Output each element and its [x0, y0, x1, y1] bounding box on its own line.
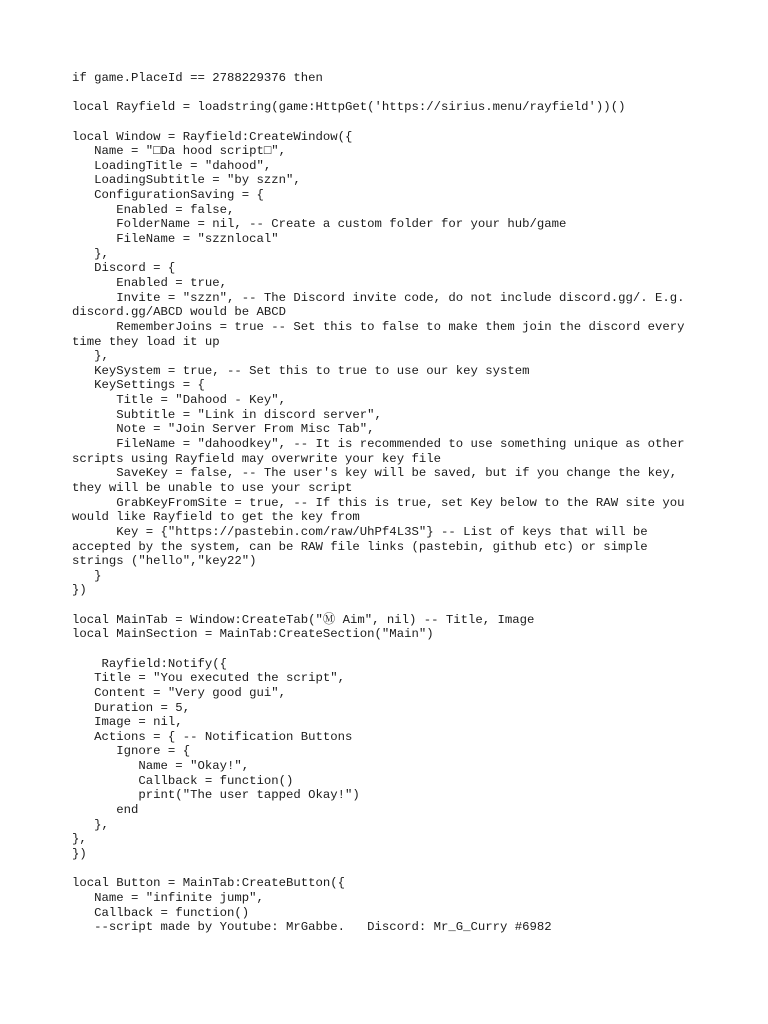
code-line: Subtitle = "Link in discord server",: [72, 407, 382, 422]
code-line: Ignore = {: [72, 744, 191, 759]
code-line: LoadingTitle = "dahood",: [72, 158, 272, 173]
code-line: Key = {"https://pastebin.com/raw/UhPf4L3S"} -- List of keys that will be: [72, 524, 648, 539]
code-line: local Button = MainTab:CreateButton({: [72, 876, 346, 891]
code-line: Callback = function(): [72, 773, 294, 788]
code-line: local Window = Rayfield:CreateWindow({: [72, 129, 353, 144]
code-line: KeySystem = true, -- Set this to true to use our key system: [72, 363, 530, 378]
code-line: Content = "Very good gui",: [72, 685, 287, 700]
code-line: Name = "Okay!",: [72, 759, 250, 774]
code-line: Discord = {: [72, 261, 176, 276]
code-line: Actions = { -- Notification Buttons: [72, 729, 353, 744]
blank-line: [72, 115, 712, 130]
code-line: --script made by Youtube: MrGabbe. Discord: Mr_G_Curry #6982: [72, 920, 552, 935]
code-line: FolderName = nil, -- Create a custom folder for your hub/game: [72, 217, 567, 232]
code-line: local Rayfield = loadstring(game:HttpGet('https://sirius.menu/rayfield'))(): [72, 100, 626, 115]
code-line: accepted by the system, can be RAW file links (pastebin, github etc) or simple: [72, 539, 648, 554]
blank-line: [72, 862, 712, 877]
code-line: Name = "□Da hood script□",: [72, 144, 287, 159]
code-line: they will be unable to use your script: [72, 480, 353, 495]
code-text: [72, 71, 712, 935]
code-line: ConfigurationSaving = {: [72, 188, 264, 203]
code-line: would like Rayfield to get the key from: [72, 510, 360, 525]
code-line: Invite = "szzn", -- The Discord invite code, do not include discord.gg/. E.g.: [72, 290, 685, 305]
code-line: SaveKey = false, -- The user's key will be saved, but if you change the key,: [72, 466, 678, 481]
code-line: local MainTab = Window:CreateTab("Ⓜ Aim", nil) -- Title, Image: [72, 612, 535, 627]
blank-line: [72, 642, 712, 657]
code-line: LoadingSubtitle = "by szzn",: [72, 173, 301, 188]
code-line: time they load it up: [72, 334, 220, 349]
code-line: Name = "infinite jump",: [72, 890, 264, 905]
code-line: },: [72, 246, 109, 261]
code-line: local MainSection = MainTab:CreateSection("Main"): [72, 627, 434, 642]
code-line: },: [72, 817, 109, 832]
blank-line: [72, 86, 712, 101]
code-line: Title = "Dahood - Key",: [72, 393, 287, 408]
code-line: }): [72, 583, 87, 598]
code-line: FileName = "szznlocal": [72, 232, 279, 247]
code-line: FileName = "dahoodkey", -- It is recommended to use something unique as other: [72, 437, 685, 452]
code-line: KeySettings = {: [72, 378, 205, 393]
code-line: Title = "You executed the script",: [72, 671, 346, 686]
code-line: Duration = 5,: [72, 700, 191, 715]
code-line: },: [72, 349, 109, 364]
code-line: if game.PlaceId == 2788229376 then: [72, 71, 323, 85]
code-line: print("The user tapped Okay!"): [72, 788, 360, 803]
blank-line: [72, 598, 712, 613]
code-line: GrabKeyFromSite = true, -- If this is true, set Key below to the RAW site you: [72, 495, 685, 510]
code-line: Callback = function(): [72, 905, 250, 920]
code-line: Enabled = true,: [72, 275, 227, 290]
code-line: discord.gg/ABCD would be ABCD: [72, 305, 287, 320]
code-line: end: [72, 803, 139, 818]
code-line: Note = "Join Server From Misc Tab",: [72, 422, 375, 437]
code-line: }): [72, 846, 87, 861]
code-line: scripts using Rayfield may overwrite your key file: [72, 451, 441, 466]
code-line: }: [72, 568, 102, 583]
code-line: Rayfield:Notify({: [72, 656, 227, 671]
code-line: },: [72, 832, 87, 847]
code-line: Enabled = false,: [72, 202, 235, 217]
code-line: Image = nil,: [72, 715, 183, 730]
code-line: strings ("hello","key22"): [72, 554, 257, 569]
code-line: RememberJoins = true -- Set this to false to make them join the discord every: [72, 319, 685, 334]
